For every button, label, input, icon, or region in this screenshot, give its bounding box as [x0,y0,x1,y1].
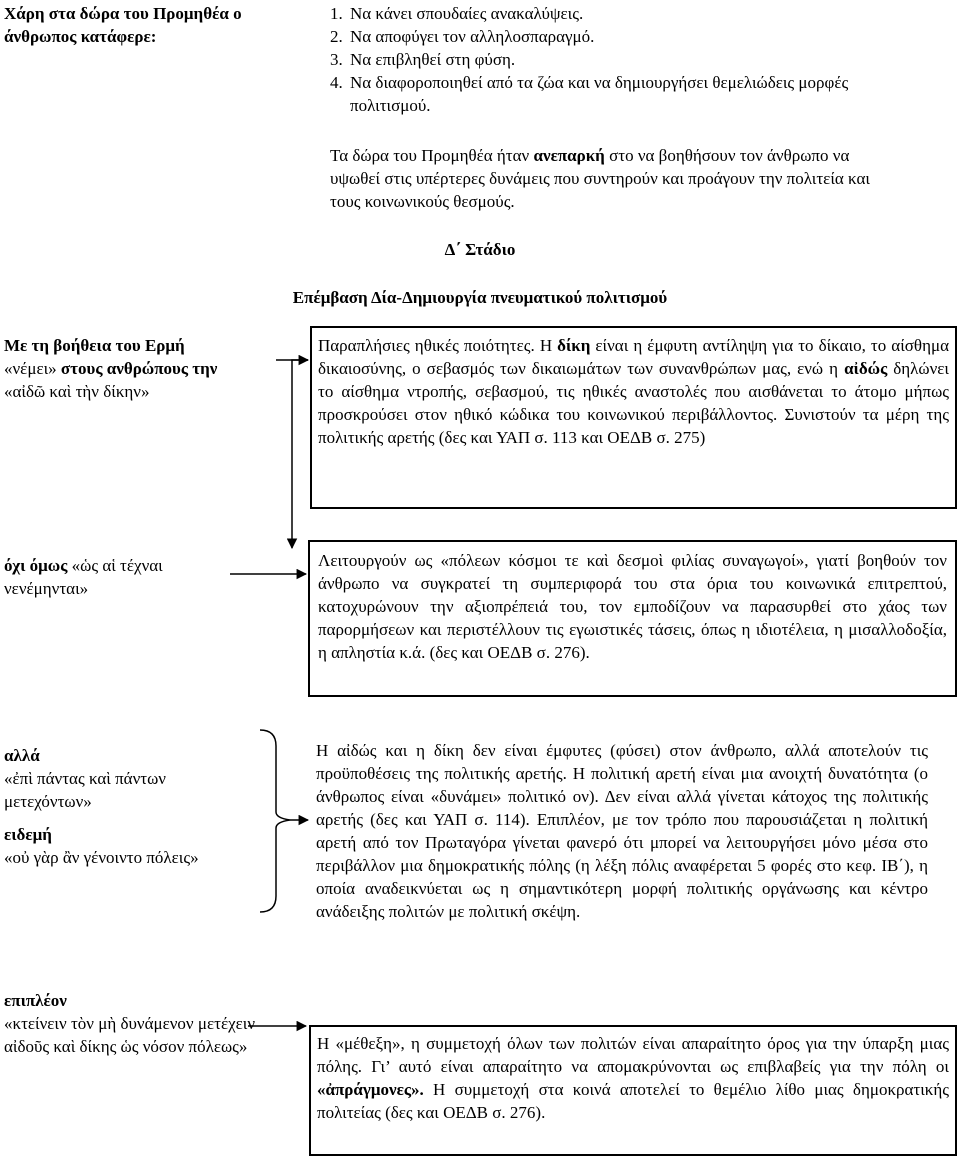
list-item: 4. Να διαφοροποιηθεί από τα ζώα και να δημιουργήσει θεμελιώδεις μορφές πολιτισμού. [330,73,849,115]
intro-heading: Χάρη στα δώρα του Προμηθέα ο άνθρωπος κατάφερε: [4,4,242,46]
stage-subtitle: Επέμβαση Δία-Δημιουργία πνευματικού πολιτισμού [292,288,668,307]
gifts-insufficient-note: Τα δώρα του Προμηθέα ήταν ανεπαρκή στο να βοηθήσουν τον άνθρωπο να υψωθεί στις υπέρτερες δυνάμεις που συντηρούν και προάγουν την πολιτεία και τους κοινωνικούς θεσμούς. [330,146,870,211]
list-item: 1. Να κάνει σπουδαίες ανακαλύψεις. [330,4,584,23]
row4-box-text: Η «μέθεξη», η συμμετοχή όλων των πολιτών είναι απαραίτητο όρος για την ύπαρξη μιας πόλης. Γι’ αυτό είναι απαραίτητο να απομακρύνονται ως επιβλαβείς για την πόλη οι «ἀπράγμονες». Η συμμετοχή στα κοινά αποτελεί το θεμέλιο λίθο μιας δημοκρατικής πολιτείας (δες και ΟΕΔΒ σ. 276). [317,1034,949,1122]
row3-text: Η αἰδώς και η δίκη δεν είναι έμφυτες (φύσει) στον άνθρωπο, αλλά αποτελούν τις προϋποθέσεις της πολιτικής αρετής. Η πολιτική αρετή είναι μια ανοιχτή δυνατότητα (ο άνθρωπος είναι «δυνάμει» πολιτικό ον). Δεν είναι αλλά γίνεται κάτοχος της πολιτικής αρετής (δες και ΥΑΠ σ. 114). Επιπλέον, με τον τρόπο που παρουσιάζεται η πολιτική αρετή από τον Πρωταγόρα γίνεται φανερό ότι μπορεί να λειτουργήσει μόνο μέσα στο περιβάλλον μια δημοκρατικής πόλης (η λέξη πόλις αναφέρεται 5 φορές στο κεφ. ΙΒ΄), η οποία αναδεικνύεται ως η σημαντικότερη μορφή πολιτικής οργάνωσης και κέντρο ανάδειξης πολιτών με πολιτική σκέψη. [316,741,928,921]
row2-left: όχι όμως «ὡς αἱ τέχναι νενέμηνται» [4,556,163,598]
row1-left: Με τη βοήθεια του Ερμή «νέμει» στους ανθρώπους την «αἰδῶ καὶ τὴν δίκην» [4,336,218,401]
row3-brace [260,730,290,912]
row4-left: επιπλέον «κτείνειν τὸν μὴ δυνάμενον μετέχειν αἰδοῦς καὶ δίκης ὡς νόσον πόλεως» [4,991,256,1056]
stage-title: Δ΄ Στάδιο [444,240,516,259]
row1-box-text: Παραπλήσιες ηθικές ποιότητες. Η δίκη είναι η έμφυτη αντίληψη για το δίκαιο, το αίσθημα δικαιοσύνης, ο σεβασμός των δικαιωμάτων των συνανθρώπων μας, ενώ η αἰδώς δηλώνει το αίσθημα ντροπής, σεβασμού, τις ηθικές αναστολές που αισθάνεται το άτομο μήπως προσκρούσει στον ηθικό κώδικα του κοινωνικού περιβάλλοντος. Συνιστούν τα μέρη της πολιτικής αρετής (δες και ΥΑΠ σ. 113 και ΟΕΔΒ σ. 275) [318,336,950,447]
row3-left: αλλά «ἐπὶ πάντας καὶ πάντων μετεχόντων» ειδεμή «οὐ γὰρ ἂν γένοιντο πόλεις» [4,746,199,867]
list-item: 3. Να επιβληθεί στη φύση. [330,50,516,69]
row2-box-text: Λειτουργούν ως «πόλεων κόσμοι τε καὶ δεσμοὶ φιλίας συναγωγοί», γιατί βοηθούν τον άνθρωπο να συγκρατεί τη συμπεριφορά του στα όρια του κοινωνικά επιτρεπτού, κατοχυρώνουν την αξιοπρέπειά του, τον εμποδίζουν να παρασυρθεί στο χάος των παρορμήσεων και περιστέλλουν τις εγωιστικές τάσεις, όπως η ιδιοτέλεια, η μισαλλοδοξία, η απληστία κ.ά. (δες και ΟΕΔΒ σ. 276). [318,551,947,662]
row1-to-row2-arrow [292,360,308,548]
list-item: 2. Να αποφύγει τον αλληλοσπαραγμό. [330,27,595,46]
